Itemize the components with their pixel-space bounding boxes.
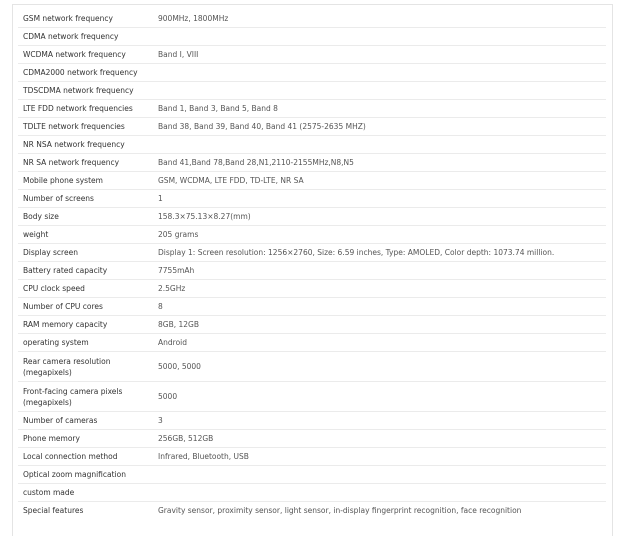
spec-key: Optical zoom magnification bbox=[18, 466, 158, 484]
spec-key: Number of cameras bbox=[18, 412, 158, 430]
spec-value: 7755mAh bbox=[158, 262, 606, 280]
spec-key: CDMA2000 network frequency bbox=[18, 64, 158, 82]
spec-value: 5000 bbox=[158, 382, 606, 412]
spec-row-ram bbox=[18, 316, 606, 334]
spec-key: Special features bbox=[23, 506, 84, 515]
spec-row-nr-sa bbox=[18, 154, 606, 172]
spec-row-wcdma bbox=[18, 46, 606, 64]
spec-key: Phone memory bbox=[18, 430, 158, 448]
spec-row-front-camera bbox=[18, 382, 606, 412]
spec-value: 205 grams bbox=[158, 226, 606, 244]
spec-row-tdlte bbox=[18, 118, 606, 136]
spec-value: 2.5GHz bbox=[158, 280, 606, 298]
spec-value bbox=[158, 484, 606, 502]
spec-value: Band 38, Band 39, Band 40, Band 41 (2575-2635 MHZ) bbox=[158, 118, 606, 136]
spec-value bbox=[158, 64, 606, 82]
spec-value: 158.3×75.13×8.27(mm) bbox=[158, 208, 606, 226]
spec-key: CPU clock speed bbox=[18, 280, 158, 298]
spec-row-custom-made bbox=[18, 484, 606, 502]
spec-row-connection bbox=[18, 448, 606, 466]
spec-value bbox=[158, 136, 606, 154]
spec-row-cpu-clock bbox=[18, 280, 606, 298]
spec-row-gsm bbox=[18, 10, 606, 28]
spec-row-weight bbox=[18, 226, 606, 244]
spec-value: 3 bbox=[158, 412, 606, 430]
spec-row-cameras bbox=[18, 412, 606, 430]
spec-row-display bbox=[18, 244, 606, 262]
spec-key: Front-facing camera pixels (megapixels) bbox=[18, 382, 158, 412]
spec-value: Display 1: Screen resolution: 1256×2760, Size: 6.59 inches, Type: AMOLED, Color depth: 1073.74 million. bbox=[158, 244, 606, 262]
spec-row-cpu-cores bbox=[18, 298, 606, 316]
spec-row-phone-memory bbox=[18, 430, 606, 448]
spec-value: 256GB, 512GB bbox=[158, 430, 606, 448]
spec-value: Band 1, Band 3, Band 5, Band 8 bbox=[158, 100, 606, 118]
spec-row-body-size bbox=[18, 208, 606, 226]
spec-value: 1 bbox=[158, 190, 606, 208]
spec-key: Display screen bbox=[18, 244, 158, 262]
spec-value bbox=[158, 28, 606, 46]
spec-value: Infrared, Bluetooth, USB bbox=[158, 448, 606, 466]
spec-key: LTE FDD network frequencies bbox=[18, 100, 158, 118]
spec-key: Number of screens bbox=[18, 190, 158, 208]
spec-row-special-features bbox=[18, 502, 606, 520]
spec-value: 8 bbox=[158, 298, 606, 316]
spec-value bbox=[158, 82, 606, 100]
spec-key: Local connection method bbox=[18, 448, 158, 466]
spec-row-os bbox=[18, 334, 606, 352]
spec-key: Mobile phone system bbox=[18, 172, 158, 190]
spec-value: 8GB, 12GB bbox=[158, 316, 606, 334]
spec-key: Number of CPU cores bbox=[18, 298, 158, 316]
spec-row-battery bbox=[18, 262, 606, 280]
spec-row-optical-zoom bbox=[18, 466, 606, 484]
spec-key: WCDMA network frequency bbox=[18, 46, 158, 64]
spec-key: RAM memory capacity bbox=[18, 316, 158, 334]
spec-row-mobile-system bbox=[18, 172, 606, 190]
spec-key: operating system bbox=[18, 334, 158, 352]
spec-key: GSM network frequency bbox=[18, 10, 158, 28]
spec-row-screens bbox=[18, 190, 606, 208]
spec-row-cdma bbox=[18, 28, 606, 46]
spec-value bbox=[158, 466, 606, 484]
spec-row-rear-camera bbox=[18, 352, 606, 382]
spec-table-body bbox=[18, 10, 606, 519]
spec-row-lte-fdd bbox=[18, 100, 606, 118]
spec-value: Band 41,Band 78,Band 28,N1,2110-2155MHz,N8,N5 bbox=[158, 154, 606, 172]
spec-key: TDSCDMA network frequency bbox=[18, 82, 158, 100]
spec-key: Battery rated capacity bbox=[18, 262, 158, 280]
spec-row-cdma2000 bbox=[18, 64, 606, 82]
spec-key: weight bbox=[18, 226, 158, 244]
spec-value: Gravity sensor, proximity sensor, light sensor, in-display fingerprint recognition, face recognition bbox=[158, 506, 522, 515]
spec-value: 5000, 5000 bbox=[158, 352, 606, 382]
spec-key: custom made bbox=[18, 484, 158, 502]
spec-value: Android bbox=[158, 334, 606, 352]
spec-key: TDLTE network frequencies bbox=[18, 118, 158, 136]
spec-key: CDMA network frequency bbox=[18, 28, 158, 46]
spec-value: GSM, WCDMA, LTE FDD, TD-LTE, NR SA bbox=[158, 172, 606, 190]
spec-value: 900MHz, 1800MHz bbox=[158, 10, 606, 28]
spec-value: Band I, VIII bbox=[158, 46, 606, 64]
spec-key: NR NSA network frequency bbox=[18, 136, 158, 154]
spec-key: NR SA network frequency bbox=[18, 154, 158, 172]
spec-key: Body size bbox=[18, 208, 158, 226]
spec-table bbox=[18, 10, 606, 519]
spec-key: Rear camera resolution (megapixels) bbox=[18, 352, 158, 382]
spec-row-tdscdma bbox=[18, 82, 606, 100]
spec-row-nr-nsa bbox=[18, 136, 606, 154]
